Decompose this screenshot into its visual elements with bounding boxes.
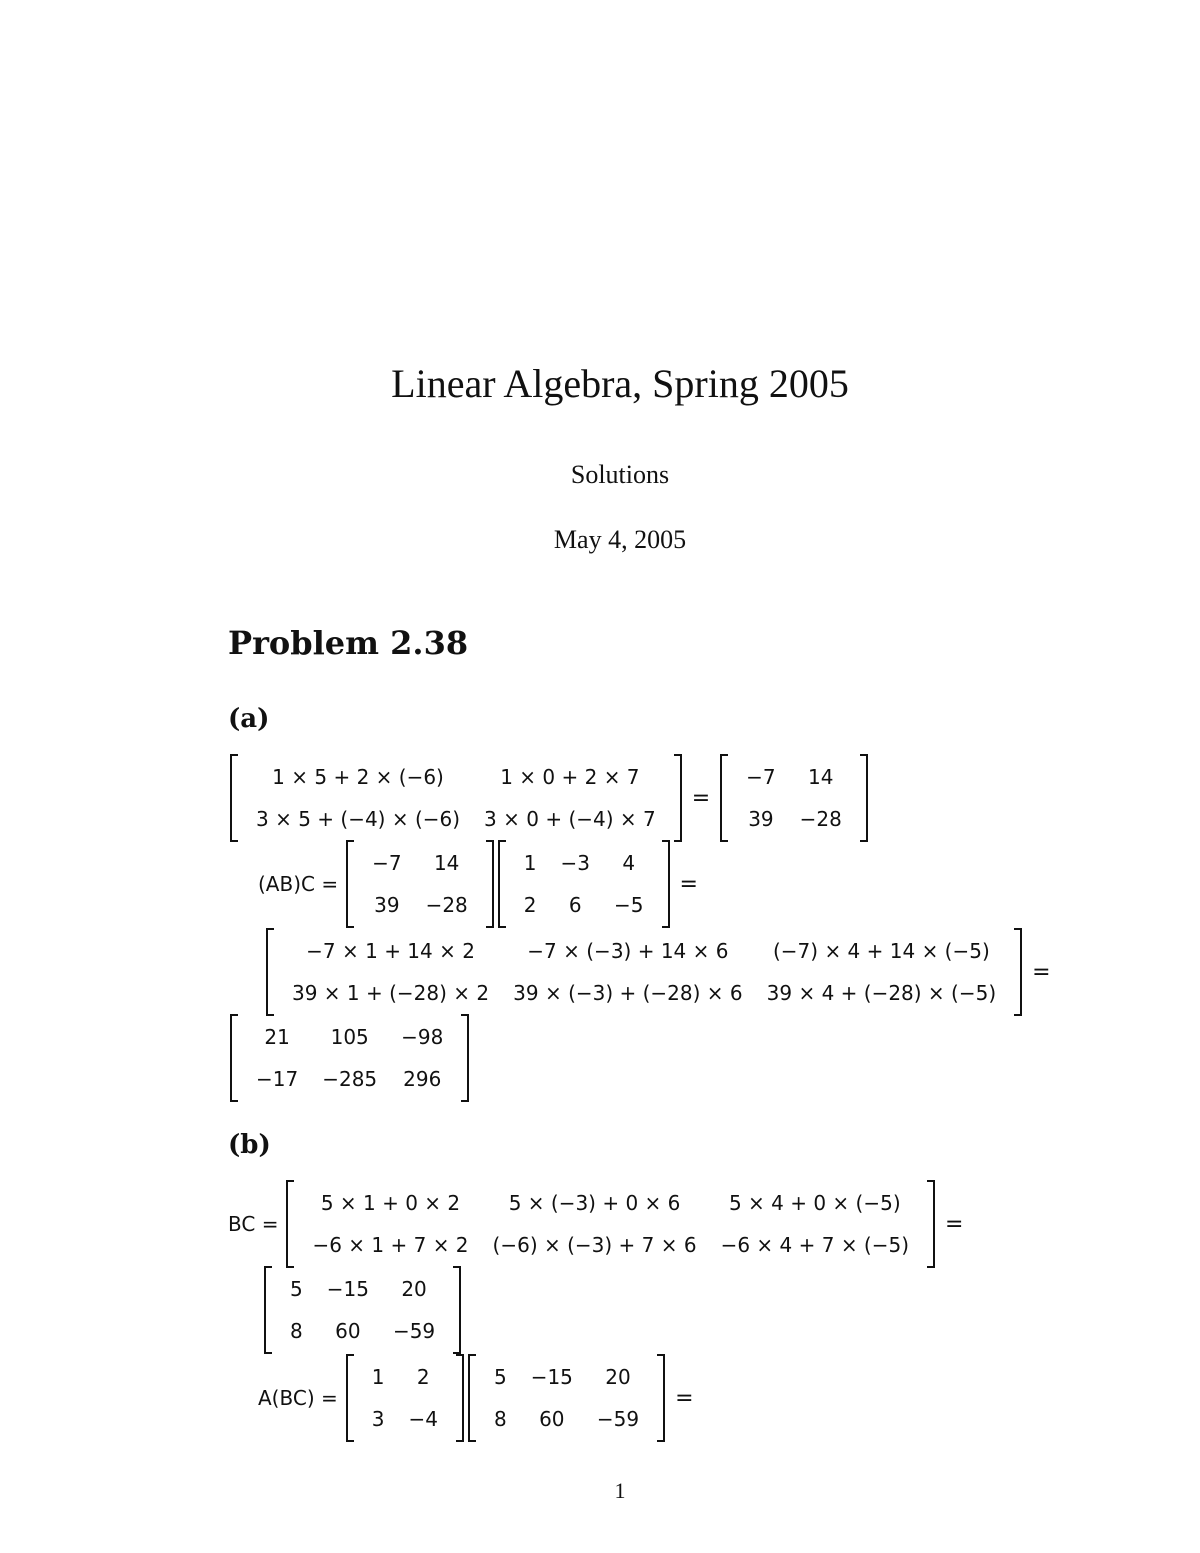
matrix-cell: 14 bbox=[808, 765, 834, 789]
matrix-cell: 14 bbox=[433, 851, 460, 875]
matrix-row bbox=[482, 1356, 651, 1398]
equals-sign: = bbox=[675, 1385, 694, 1411]
matrix-cell: 1 × 0 + 2 × 7 bbox=[500, 765, 640, 789]
matrix-row bbox=[734, 798, 854, 840]
equals-sign: = bbox=[945, 1211, 964, 1237]
matrix-table bbox=[300, 1182, 921, 1266]
matrix-row bbox=[280, 972, 1008, 1014]
matrix-row bbox=[360, 1398, 450, 1440]
matrix-cell: 39 × (−3) + (−28) × 6 bbox=[513, 981, 743, 1005]
matrix-row bbox=[734, 756, 854, 798]
matrix-cell: −59 bbox=[392, 1319, 436, 1343]
matrix-row bbox=[300, 1182, 921, 1224]
matrix-cell: 39 bbox=[374, 893, 400, 917]
page-number: 1 bbox=[614, 1478, 626, 1503]
equals-sign: = bbox=[679, 871, 698, 897]
part-a-result bbox=[228, 1014, 471, 1102]
problem-heading: Problem 2.38 bbox=[228, 624, 469, 662]
matrix-cell: 4 bbox=[622, 851, 636, 875]
matrix-table bbox=[512, 842, 656, 926]
part-b-equation-1 bbox=[228, 1180, 971, 1268]
matrix-cell: 60 bbox=[335, 1319, 361, 1343]
matrix-cell: 21 bbox=[264, 1025, 290, 1049]
matrix-cell: 20 bbox=[605, 1365, 631, 1389]
matrix-cell: −28 bbox=[425, 893, 468, 917]
part-a-label: (a) bbox=[228, 704, 270, 734]
matrix-table bbox=[280, 930, 1008, 1014]
matrix-cell: 105 bbox=[330, 1025, 369, 1049]
part-b-result bbox=[262, 1266, 463, 1354]
equals-sign: = bbox=[1032, 959, 1051, 985]
part-b-label: (b) bbox=[228, 1130, 271, 1160]
matrix-cell: (−6) × (−3) + 7 × 6 bbox=[492, 1233, 697, 1257]
matrix-cell: 20 bbox=[401, 1277, 427, 1301]
matrix-cell: (−7) × 4 + 14 × (−5) bbox=[773, 939, 990, 963]
matrix-cell: 60 bbox=[539, 1407, 565, 1431]
matrix-table bbox=[278, 1268, 447, 1352]
matrix-cell: 5 × 4 + 0 × (−5) bbox=[728, 1191, 901, 1215]
matrix-cell: 6 bbox=[568, 893, 582, 917]
matrix-row bbox=[280, 930, 1008, 972]
matrix-row bbox=[512, 884, 656, 926]
matrix-cell: 5 × 1 + 0 × 2 bbox=[320, 1191, 461, 1215]
matrix-cell: 5 × (−3) + 0 × 6 bbox=[508, 1191, 681, 1215]
matrix-cell: −15 bbox=[530, 1365, 573, 1389]
matrix-cell: 3 bbox=[371, 1407, 385, 1431]
document-subtitle: Solutions bbox=[570, 460, 670, 489]
matrix-row bbox=[360, 884, 480, 926]
matrix-row bbox=[360, 842, 480, 884]
matrix-cell: 39 bbox=[748, 807, 774, 831]
part-a-equation-2 bbox=[258, 840, 706, 928]
matrix-cell: 39 × 4 + (−28) × (−5) bbox=[766, 981, 997, 1005]
matrix-row bbox=[278, 1268, 447, 1310]
matrix-cell: 296 bbox=[403, 1067, 442, 1091]
matrix-cell: 1 bbox=[523, 851, 537, 875]
matrix-table bbox=[244, 756, 668, 840]
matrix-row bbox=[244, 798, 668, 840]
matrix-table bbox=[360, 842, 480, 926]
matrix bbox=[468, 1354, 665, 1442]
matrix bbox=[720, 754, 868, 842]
matrix-cell: 1 bbox=[371, 1365, 385, 1389]
matrix-table bbox=[244, 1016, 455, 1100]
matrix-cell: −59 bbox=[596, 1407, 640, 1431]
matrix-cell: −285 bbox=[322, 1067, 378, 1091]
matrix-cell: −7 bbox=[372, 851, 402, 875]
matrix-row bbox=[278, 1310, 447, 1352]
equation-lhs: BC = bbox=[228, 1212, 279, 1236]
matrix-table bbox=[360, 1356, 450, 1440]
matrix-cell: −7 × (−3) + 14 × 6 bbox=[527, 939, 729, 963]
matrix-cell: −7 bbox=[746, 765, 776, 789]
matrix bbox=[498, 840, 670, 928]
part-b-equation-3 bbox=[258, 1354, 702, 1442]
matrix-cell: −6 × 1 + 7 × 2 bbox=[312, 1233, 469, 1257]
matrix-cell: −98 bbox=[401, 1025, 444, 1049]
matrix-cell: −28 bbox=[799, 807, 842, 831]
matrix-row bbox=[512, 842, 656, 884]
matrix-cell: 8 bbox=[290, 1319, 303, 1343]
matrix bbox=[346, 1354, 464, 1442]
matrix-row bbox=[300, 1224, 921, 1266]
matrix-cell: −6 × 4 + 7 × (−5) bbox=[720, 1233, 910, 1257]
matrix bbox=[264, 1266, 461, 1354]
matrix-cell: 2 bbox=[523, 893, 537, 917]
matrix-cell: 3 × 0 + (−4) × 7 bbox=[484, 807, 656, 831]
matrix-cell: 2 bbox=[416, 1365, 430, 1389]
matrix-cell: 1 × 5 + 2 × (−6) bbox=[272, 765, 444, 789]
part-a-equation-1 bbox=[228, 754, 870, 842]
matrix bbox=[266, 928, 1022, 1016]
matrix-row bbox=[244, 756, 668, 798]
matrix-row bbox=[244, 1058, 455, 1100]
matrix-row bbox=[360, 1356, 450, 1398]
matrix-cell: 5 bbox=[493, 1365, 507, 1389]
matrix-table bbox=[734, 756, 854, 840]
matrix bbox=[230, 1014, 469, 1102]
matrix-cell: −15 bbox=[326, 1277, 369, 1301]
matrix-cell: 39 × 1 + (−28) × 2 bbox=[292, 981, 490, 1005]
part-a-equation-3 bbox=[264, 928, 1059, 1016]
matrix-cell: −4 bbox=[408, 1407, 438, 1431]
matrix bbox=[346, 840, 494, 928]
matrix-table bbox=[482, 1356, 651, 1440]
equals-sign: = bbox=[691, 785, 711, 811]
equation-lhs: A(BC) = bbox=[258, 1386, 338, 1410]
matrix-row bbox=[244, 1016, 455, 1058]
matrix-cell: −3 bbox=[560, 851, 591, 875]
matrix bbox=[286, 1180, 935, 1268]
matrix-cell: −7 × 1 + 14 × 2 bbox=[306, 939, 475, 963]
matrix-cell: 8 bbox=[493, 1407, 507, 1431]
matrix-cell: 3 × 5 + (−4) × (−6) bbox=[256, 807, 461, 831]
matrix-row bbox=[482, 1398, 651, 1440]
document-title: Linear Algebra, Spring 2005 bbox=[391, 361, 849, 406]
matrix-cell: −5 bbox=[614, 893, 644, 917]
matrix-cell: −17 bbox=[256, 1067, 299, 1091]
matrix-cell: 5 bbox=[290, 1277, 303, 1301]
equation-lhs: (AB)C = bbox=[258, 872, 339, 896]
document-date: May 4, 2005 bbox=[553, 525, 687, 554]
matrix bbox=[230, 754, 682, 842]
